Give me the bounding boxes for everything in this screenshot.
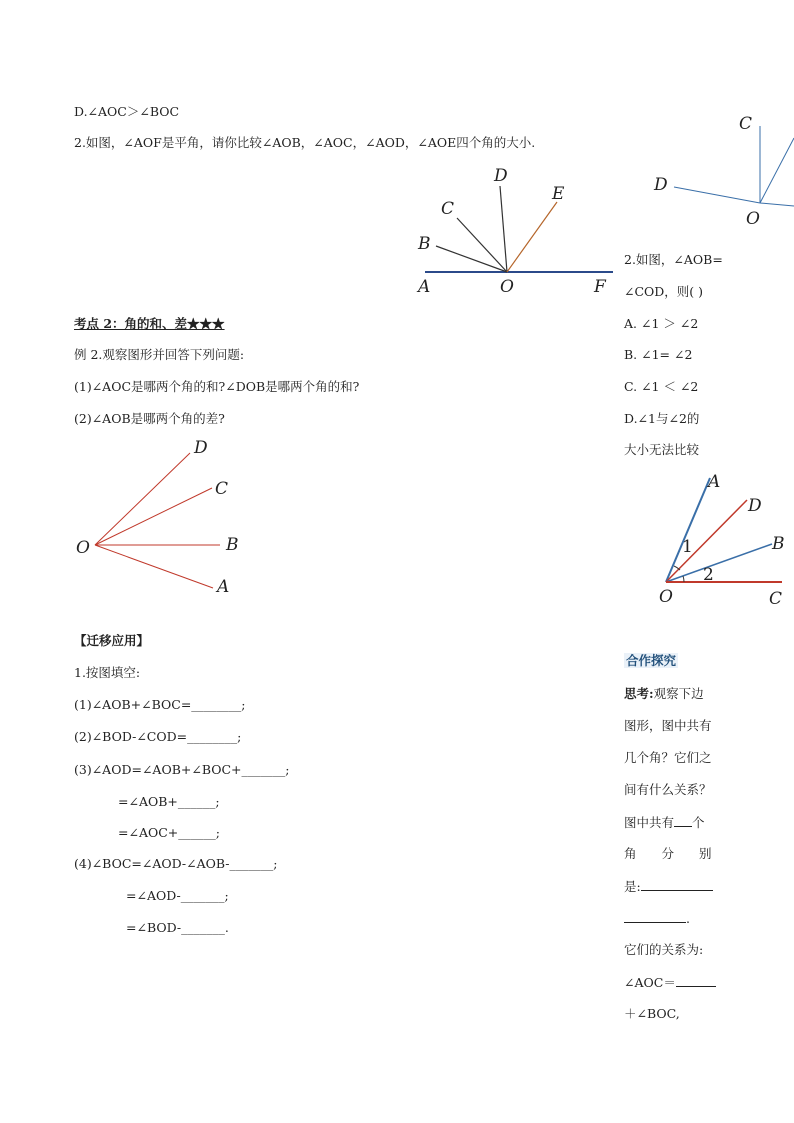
option-d: D.∠AOC＞∠BOC xyxy=(74,104,180,119)
think-line-10 xyxy=(624,974,716,991)
right-option-b: B. ∠1= ∠2 xyxy=(624,347,693,362)
label-b-12: B xyxy=(772,534,785,554)
think-line-6: 角 分 别 xyxy=(624,846,712,861)
think-text-10: ∠AOC＝ xyxy=(624,975,676,990)
label-o-ex: O xyxy=(76,538,90,558)
think-line-5 xyxy=(624,814,705,831)
example-2-q1: (1)∠AOC是哪两个角的和?∠DOB是哪两个角的和? xyxy=(74,379,360,394)
label-angle-2: 2 xyxy=(703,565,714,585)
think-blank-relation xyxy=(676,974,716,987)
migration-q1: 1.按图填空: xyxy=(74,665,141,680)
label-f: F xyxy=(594,277,606,297)
label-a-ex: A xyxy=(217,577,230,597)
example-2: 例 2.观察图形并回答下列问题: xyxy=(74,347,245,362)
figure-top-right xyxy=(650,108,794,230)
fill-1: (1)∠AOB+∠BOC=________; xyxy=(74,697,246,712)
fill-3b: =∠AOB+______; xyxy=(118,794,220,809)
fill-3c: =∠AOC+______; xyxy=(118,825,220,840)
right-option-a: A. ∠1 ＞ ∠2 xyxy=(624,316,699,331)
ray-oa-ex xyxy=(95,545,213,588)
right-option-d-cont: 大小无法比较 xyxy=(624,442,700,457)
label-a-12: A xyxy=(708,472,721,492)
label-d: D xyxy=(494,166,508,186)
ray-od xyxy=(500,186,507,272)
think-text-5b: 个 xyxy=(692,815,705,830)
coop-explore-title xyxy=(624,653,678,669)
label-o: O xyxy=(500,277,514,297)
think-line-11: ＋∠BOC, xyxy=(624,1006,680,1021)
kaodian-2-heading: 考点 2：角的和、差★★★ xyxy=(74,316,225,331)
fill-4c: =∠BOD-_______. xyxy=(126,920,229,935)
ray-oc xyxy=(457,218,507,272)
label-d-12: D xyxy=(748,496,762,516)
right-q2-line1: 2.如图，∠AOB= xyxy=(624,252,723,267)
ray-od-tr xyxy=(674,187,760,203)
label-d-ex: D xyxy=(194,438,208,458)
think-line-4: 间有什么关系？ xyxy=(624,782,712,797)
right-option-c: C. ∠1 ＜ ∠2 xyxy=(624,379,699,394)
fill-4b: =∠AOD-_______; xyxy=(126,888,229,903)
think-line-1 xyxy=(624,686,704,702)
label-c-ex: C xyxy=(215,479,229,499)
question-2: 2.如图，∠AOF是平角，请你比较∠AOB，∠AOC，∠AOD，∠AOE四个角的大小. xyxy=(74,135,536,150)
label-a: A xyxy=(418,277,431,297)
ray-ol-tr xyxy=(760,138,794,203)
think-blank-count xyxy=(674,814,692,827)
fill-3a: (3)∠AOD=∠AOB+∠BOC+_______; xyxy=(74,762,290,777)
figure-angles-1-2 xyxy=(650,468,794,608)
think-blank-angles-1 xyxy=(641,878,713,891)
think-line-9: 它们的关系为: xyxy=(624,942,704,957)
ray-oh-tr xyxy=(760,203,794,206)
label-angle-1: 1 xyxy=(682,537,693,557)
think-line-8: . xyxy=(624,910,690,927)
think-text-1: 观察下边 xyxy=(653,686,704,701)
think-text-5a: 图中共有 xyxy=(624,815,675,830)
fill-4a: (4)∠BOC=∠AOD-∠AOB-_______; xyxy=(74,856,278,871)
label-c-tr: C xyxy=(739,114,753,134)
label-d-tr: D xyxy=(654,175,668,195)
example-2-q2: (2)∠AOB是哪两个角的差? xyxy=(74,411,225,426)
label-b: B xyxy=(418,234,431,254)
ray-oc-ex xyxy=(95,488,212,545)
think-text-7: 是: xyxy=(624,879,641,894)
label-o-12: O xyxy=(659,587,673,607)
label-b-ex: B xyxy=(226,535,239,555)
migration-title: 【迁移应用】 xyxy=(74,633,150,648)
ray-od-ex xyxy=(95,453,190,545)
think-line-7 xyxy=(624,878,713,895)
figure-example-2 xyxy=(70,430,260,605)
think-line-3: 几个角？它们之 xyxy=(624,750,712,765)
think-blank-angles-2 xyxy=(624,910,686,923)
fill-2: (2)∠BOD-∠COD=________; xyxy=(74,729,242,744)
label-c: C xyxy=(441,199,455,219)
right-option-d: D.∠1与∠2的 xyxy=(624,411,700,426)
label-c-12: C xyxy=(769,589,783,609)
figure-straight-angle-aof xyxy=(410,160,620,300)
ray-ob xyxy=(436,246,507,272)
think-line-2: 图形，图中共有 xyxy=(624,718,712,733)
think-label: 思考: xyxy=(624,686,654,701)
right-q2-line2: ∠COD，则( ) xyxy=(624,284,704,299)
ray-oe xyxy=(507,202,557,272)
coop-explore-label: 合作探究 xyxy=(626,653,677,668)
label-o-tr: O xyxy=(746,209,760,229)
label-e: E xyxy=(552,184,565,204)
